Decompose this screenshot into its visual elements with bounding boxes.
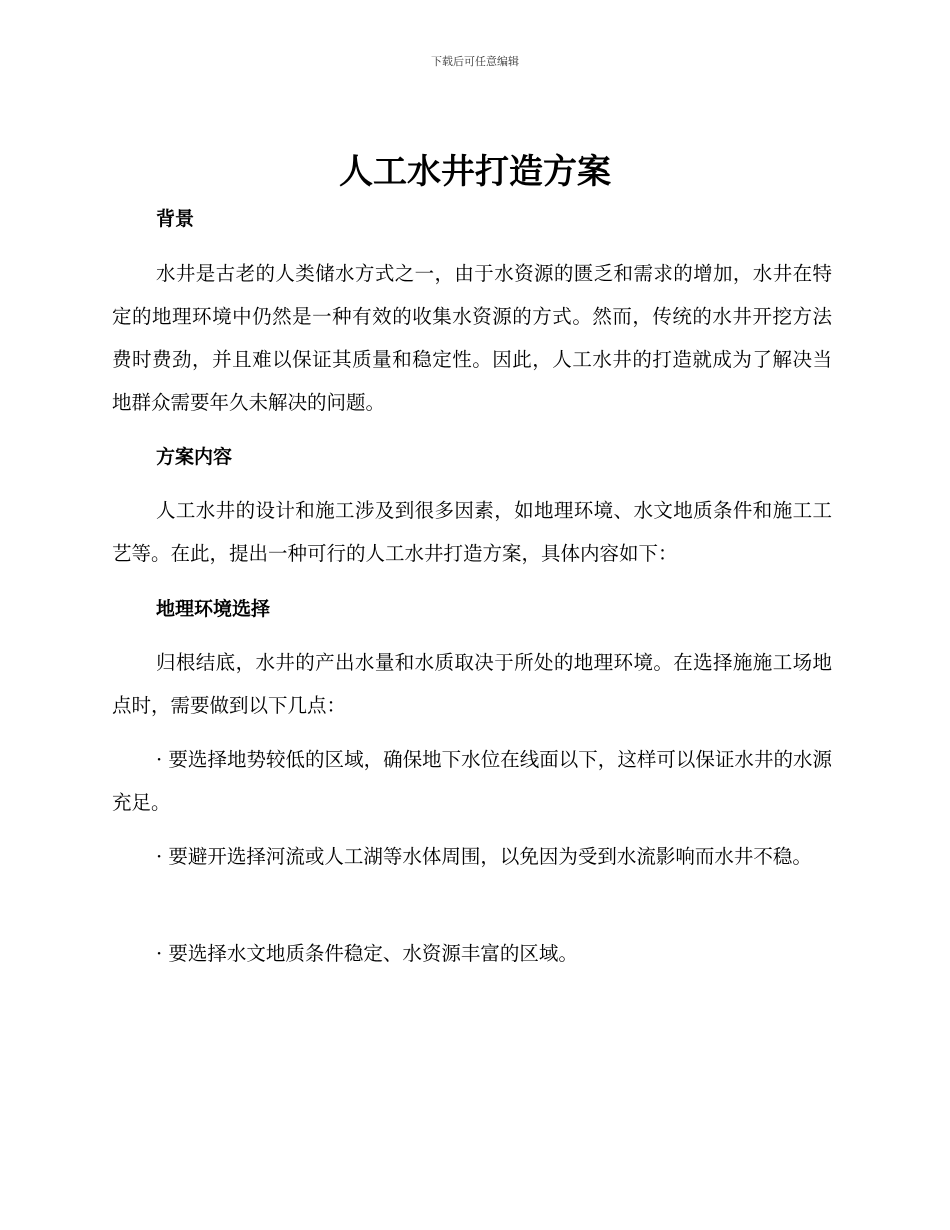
header-note: 下载后可任意编辑 <box>431 55 519 68</box>
site-selection-paragraph: 归根结底，水井的产出水量和水质取决于所处的地理环境。在选择施施工场地点时，需要做到以下几点： <box>112 651 832 717</box>
section-heading-background: 背景 <box>156 208 195 230</box>
site-selection-bullet-2: · 要避开选择河流或人工湖等水体周围，以免因为受到水流影响而水井不稳。 <box>156 845 812 868</box>
section-heading-plan-content: 方案内容 <box>156 446 233 468</box>
site-selection-bullet-1: · 要选择地势较低的区域，确保地下水位在线面以下，这样可以保证水井的水源充足。 <box>112 748 832 814</box>
plan-content-paragraph: 人工水井的设计和施工涉及到很多因素，如地理环境、水文地质条件和施工工艺等。在此，提出一种可行的人工水井打造方案，具体内容如下： <box>112 499 832 565</box>
document-title: 人工水井打造方案 <box>339 152 611 192</box>
site-selection-bullet-3: · 要选择水文地质条件稳定、水资源丰富的区域。 <box>156 942 578 965</box>
background-paragraph: 水井是古老的人类储水方式之一，由于水资源的匮乏和需求的增加，水井在特定的地理环境中仍然是一种有效的收集水资源的方式。然而，传统的水井开挖方法费时费劲，并且难以保证其质量和稳定性。因此，人工水井的打造就成为了解决当地群众需要年久未解决的问题。 <box>112 262 832 414</box>
section-heading-site-selection: 地理环境选择 <box>156 598 271 620</box>
